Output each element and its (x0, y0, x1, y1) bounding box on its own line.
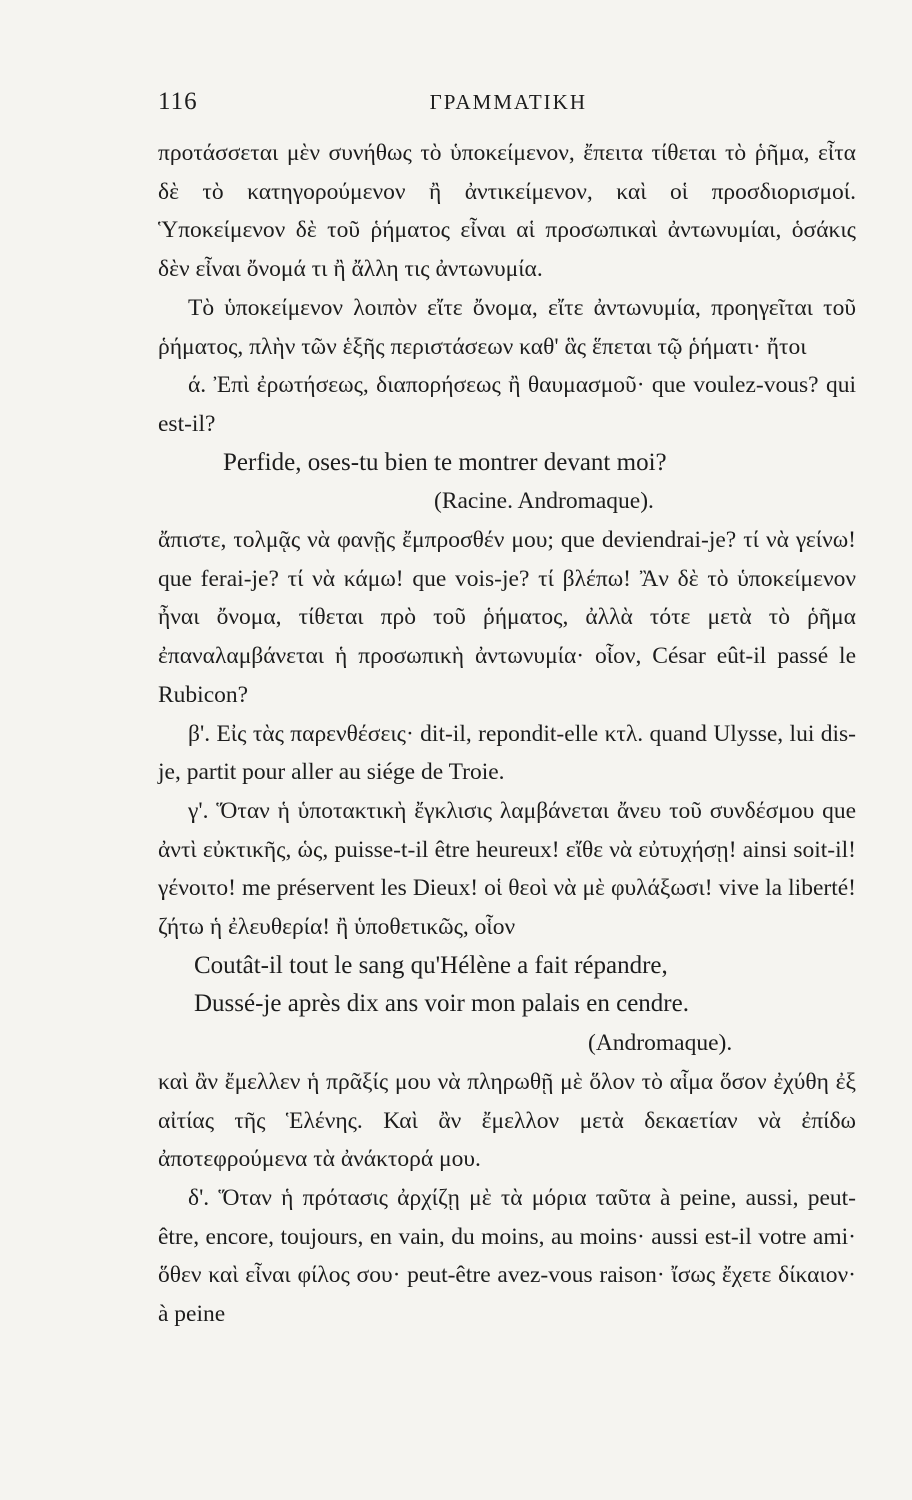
paragraph: ἄπιστε, τολμᾷς νὰ φανῇς ἔμπροσθέν μου; que deviendrai-je? τί νὰ γείνω! que ferai-je? τί νὰ κάμω! que vois-je? τί βλέπω! Ἂν δὲ τὸ ὑποκείμενον ἦναι ὄνομα, τίθεται πρὸ τοῦ ῥήματος, ἀλλὰ τότε μετὰ τὸ ῥῆμα ἐπαναλαμβάνεται ἡ προσωπικὴ ἀντωνυμία· οἷον, César eût-il passé le Rubicon? (158, 527, 856, 708)
running-title: ΓΡΑΜΜΑΤΙΚΗ (429, 90, 588, 114)
page-header (158, 88, 856, 134)
body-text (158, 134, 856, 1334)
paragraph: β'. Εἰς τὰς παρενθέσεις· dit-il, repondit-elle κτλ. quand Ulysse, lui dis-je, partit pour aller au siége de Troie. (158, 720, 856, 786)
paragraph: καὶ ἂν ἔμελλεν ἡ πρᾶξίς μου νὰ πληρωθῇ μὲ ὅλον τὸ αἷμα ὅσον ἐχύθη ἐξ αἰτίας τῆς Ἑλένης. Καὶ ἂν ἔμελλον μετὰ δεκαετίαν νὰ ἐπίδω ἀποτεφρούμενα τὰ ἀνάκτορά μου. (158, 1068, 856, 1173)
paragraph: γ'. Ὅταν ἡ ὑποτακτικὴ ἔγκλισις λαμβάνεται ἄνευ τοῦ συνδέσμου que ἀντὶ εὐκτικῆς, ὡς, puisse-t-il être heureux! εἴθε νὰ εὐτυχήσῃ! ainsi soit-il! γένοιτο! me préservent les Dieux! οἱ θεοὶ νὰ μὲ φυλάξωσι! vive la liberté! ζήτω ἡ ἐλευθερία! ἢ ὑποθετικῶς, οἷον (158, 797, 856, 941)
verse-line: Perfide, oses-tu bien te montrer devant moi? (223, 448, 667, 476)
paragraph: Τὸ ὑποκείμενον λοιπὸν εἴτε ὄνομα, εἴτε ἀντωνυμία, προηγεῖται τοῦ ῥήματος, πλὴν τῶν ἑξῆς περιστάσεων καθ' ἃς ἕπεται τῷ ῥήματι· ἤτοι (158, 294, 856, 360)
verse-line: Dussé-je après dix ans voir mon palais en cendre. (194, 990, 689, 1018)
verse-source: (Andromaque). (588, 1030, 733, 1057)
verse-source: (Racine. Andromaque). (434, 488, 654, 515)
verse-line: Coutât-il tout le sang qu'Hélène a fait répandre, (194, 951, 668, 979)
paragraph: ά. Ἐπὶ ἐρωτήσεως, διαπορήσεως ἢ θαυμασμοῦ· que voulez-vous? qui est-il? (158, 372, 856, 437)
page-number: 116 (158, 88, 198, 115)
paragraph: προτάσσεται μὲν συνήθως τὸ ὑποκείμενον, ἔπειτα τίθεται τὸ ῥῆμα, εἶτα δὲ τὸ κατηγορούμενον ἢ ἀντικείμενον, καὶ οἱ προσδιορισμοί. Ὑποκείμενον δὲ τοῦ ῥήματος εἶναι αἱ προσωπικαὶ ἀντωνυμίαι, ὁσάκις δὲν εἶναι ὄνομά τι ἢ ἄλλη τις ἀντωνυμία. (158, 140, 856, 283)
paragraph: δ'. Ὅταν ἡ πρότασις ἀρχίζῃ μὲ τὰ μόρια ταῦτα à peine, aussi, peut-être, encore, toujours, en vain, du moins, au moins· aussi est-il votre ami· ὅθεν καὶ εἶναι φίλος σου· peut-être avez-vous raison· ἴσως ἔχετε δίκαιον· à peine (158, 1184, 856, 1328)
